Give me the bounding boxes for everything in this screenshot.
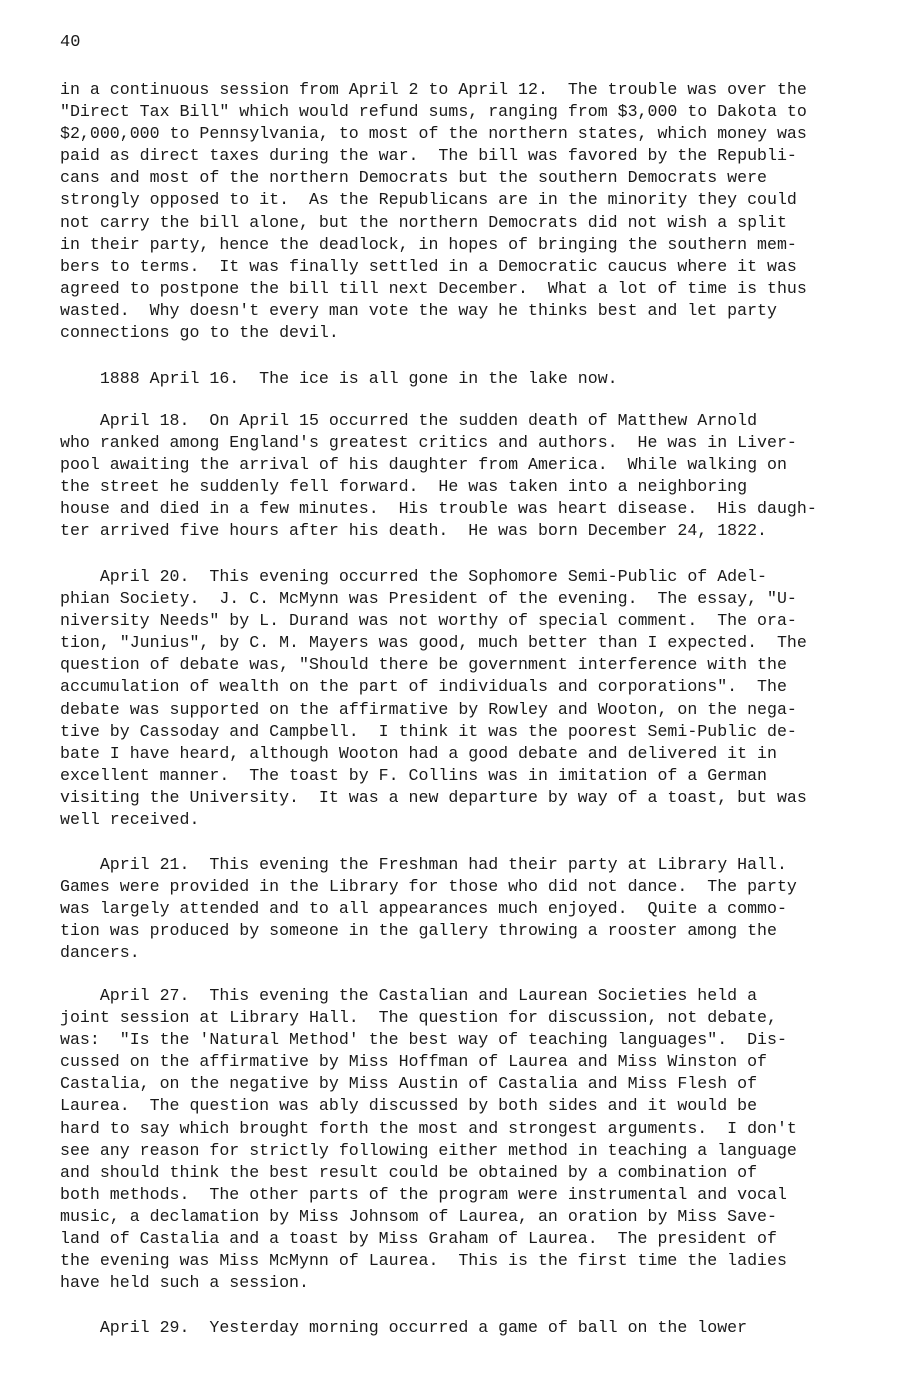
text-line: $2,000,000 to Pennsylvania, to most of the northern states, which money was (60, 124, 807, 144)
text-line: Games were provided in the Library for those who did not dance. The party (60, 877, 797, 897)
text-line: April 29. Yesterday morning occurred a game of ball on the lower (60, 1318, 748, 1337)
paragraph-april-21 (60, 854, 890, 964)
text-line: was: "Is the 'Natural Method' the best way of teaching languages". Dis- (60, 1030, 787, 1050)
text-line: accumulation of wealth on the part of individuals and corporations". The (60, 677, 787, 697)
text-line: cussed on the affirmative by Miss Hoffman of Laurea and Miss Winston of (60, 1052, 768, 1072)
text-line: ter arrived five hours after his death. He was born December 24, 1822. (60, 521, 768, 541)
text-line: April 27. This evening the Castalian and Laurean Societies held a (60, 986, 758, 1005)
text-line: and should think the best result could be obtained by a combination of (60, 1162, 758, 1182)
text-line: land of Castalia and a toast by Miss Graham of Laurea. The president of (60, 1229, 777, 1249)
text-line: connections go to the devil. (60, 323, 339, 343)
text-line: house and died in a few minutes. His trouble was heart disease. His daugh- (60, 499, 817, 519)
text-line: bers to terms. It was finally settled in a Democratic caucus where it was (60, 256, 797, 276)
text-line: joint session at Library Hall. The question for discussion, not debate, (60, 1008, 777, 1028)
text-line: strongly opposed to it. As the Republicans are in the minority they could (60, 190, 797, 210)
text-line: the street he suddenly fell forward. He was taken into a neighboring (60, 477, 748, 497)
text-line: debate was supported on the affirmative by Rowley and Wooton, on the nega- (60, 699, 797, 719)
paragraph-april-29 (60, 1317, 890, 1339)
text-line: in their party, hence the deadlock, in hopes of bringing the southern mem- (60, 234, 797, 254)
paragraph-april-18 (60, 410, 890, 543)
text-line: well received. (60, 810, 200, 830)
text-line: pool awaiting the arrival of his daughter from America. While walking on (60, 455, 787, 475)
text-line: the evening was Miss McMynn of Laurea. This is the first time the ladies (60, 1251, 787, 1271)
text-line: in a continuous session from April 2 to April 12. The trouble was over the (60, 80, 807, 99)
text-line: tive by Cassoday and Campbell. I think it was the poorest Semi-Public de- (60, 721, 797, 741)
paragraph-april-16 (60, 368, 890, 390)
text-line: cans and most of the northern Democrats but the southern Democrats were (60, 168, 768, 188)
page-number: 40 (60, 33, 81, 52)
text-line: was largely attended and to all appearances much enjoyed. Quite a commo- (60, 899, 787, 919)
text-line: dancers. (60, 943, 140, 963)
text-line: tion was produced by someone in the gallery throwing a rooster among the (60, 921, 777, 941)
text-line: hard to say which brought forth the most and strongest arguments. I don't (60, 1118, 797, 1138)
text-line: see any reason for strictly following either method in teaching a language (60, 1140, 797, 1160)
text-line: April 20. This evening occurred the Sophomore Semi-Public of Adel- (60, 567, 768, 586)
text-line: wasted. Why doesn't every man vote the way he thinks best and let party (60, 300, 777, 320)
text-line: tion, "Junius", by C. M. Mayers was good, much better than I expected. The (60, 633, 807, 653)
text-line: visiting the University. It was a new departure by way of a toast, but was (60, 787, 807, 807)
text-line: both methods. The other parts of the program were instrumental and vocal (60, 1184, 787, 1204)
text-line: music, a declamation by Miss Johnsom of Laurea, an oration by Miss Save- (60, 1206, 777, 1226)
text-line: April 18. On April 15 occurred the sudden death of Matthew Arnold (60, 411, 758, 430)
text-line: "Direct Tax Bill" which would refund sums, ranging from $3,000 to Dakota to (60, 102, 807, 122)
text-line: bate I have heard, although Wooton had a good debate and delivered it in (60, 743, 777, 763)
text-line: April 21. This evening the Freshman had their party at Library Hall. (60, 855, 787, 874)
text-line: not carry the bill alone, but the northern Democrats did not wish a split (60, 212, 787, 232)
text-line: 1888 April 16. The ice is all gone in the lake now. (60, 369, 618, 388)
text-line: question of debate was, "Should there be government interference with the (60, 655, 787, 675)
text-line: have held such a session. (60, 1273, 309, 1293)
text-line: Castalia, on the negative by Miss Austin of Castalia and Miss Flesh of (60, 1074, 758, 1094)
text-line: paid as direct taxes during the war. The bill was favored by the Republi- (60, 146, 797, 166)
paragraph-april-20 (60, 566, 890, 831)
text-line: who ranked among England's greatest critics and authors. He was in Liver- (60, 433, 797, 453)
paragraph-direct-tax-bill (60, 79, 890, 344)
text-line: niversity Needs" by L. Durand was not worthy of special comment. The ora- (60, 611, 797, 631)
text-line: excellent manner. The toast by F. Collins was in imitation of a German (60, 765, 768, 785)
text-line: Laurea. The question was ably discussed by both sides and it would be (60, 1096, 758, 1116)
text-line: agreed to postpone the bill till next December. What a lot of time is thus (60, 278, 807, 298)
paragraph-april-27 (60, 985, 890, 1294)
text-line: phian Society. J. C. McMynn was President of the evening. The essay, "U- (60, 589, 797, 609)
